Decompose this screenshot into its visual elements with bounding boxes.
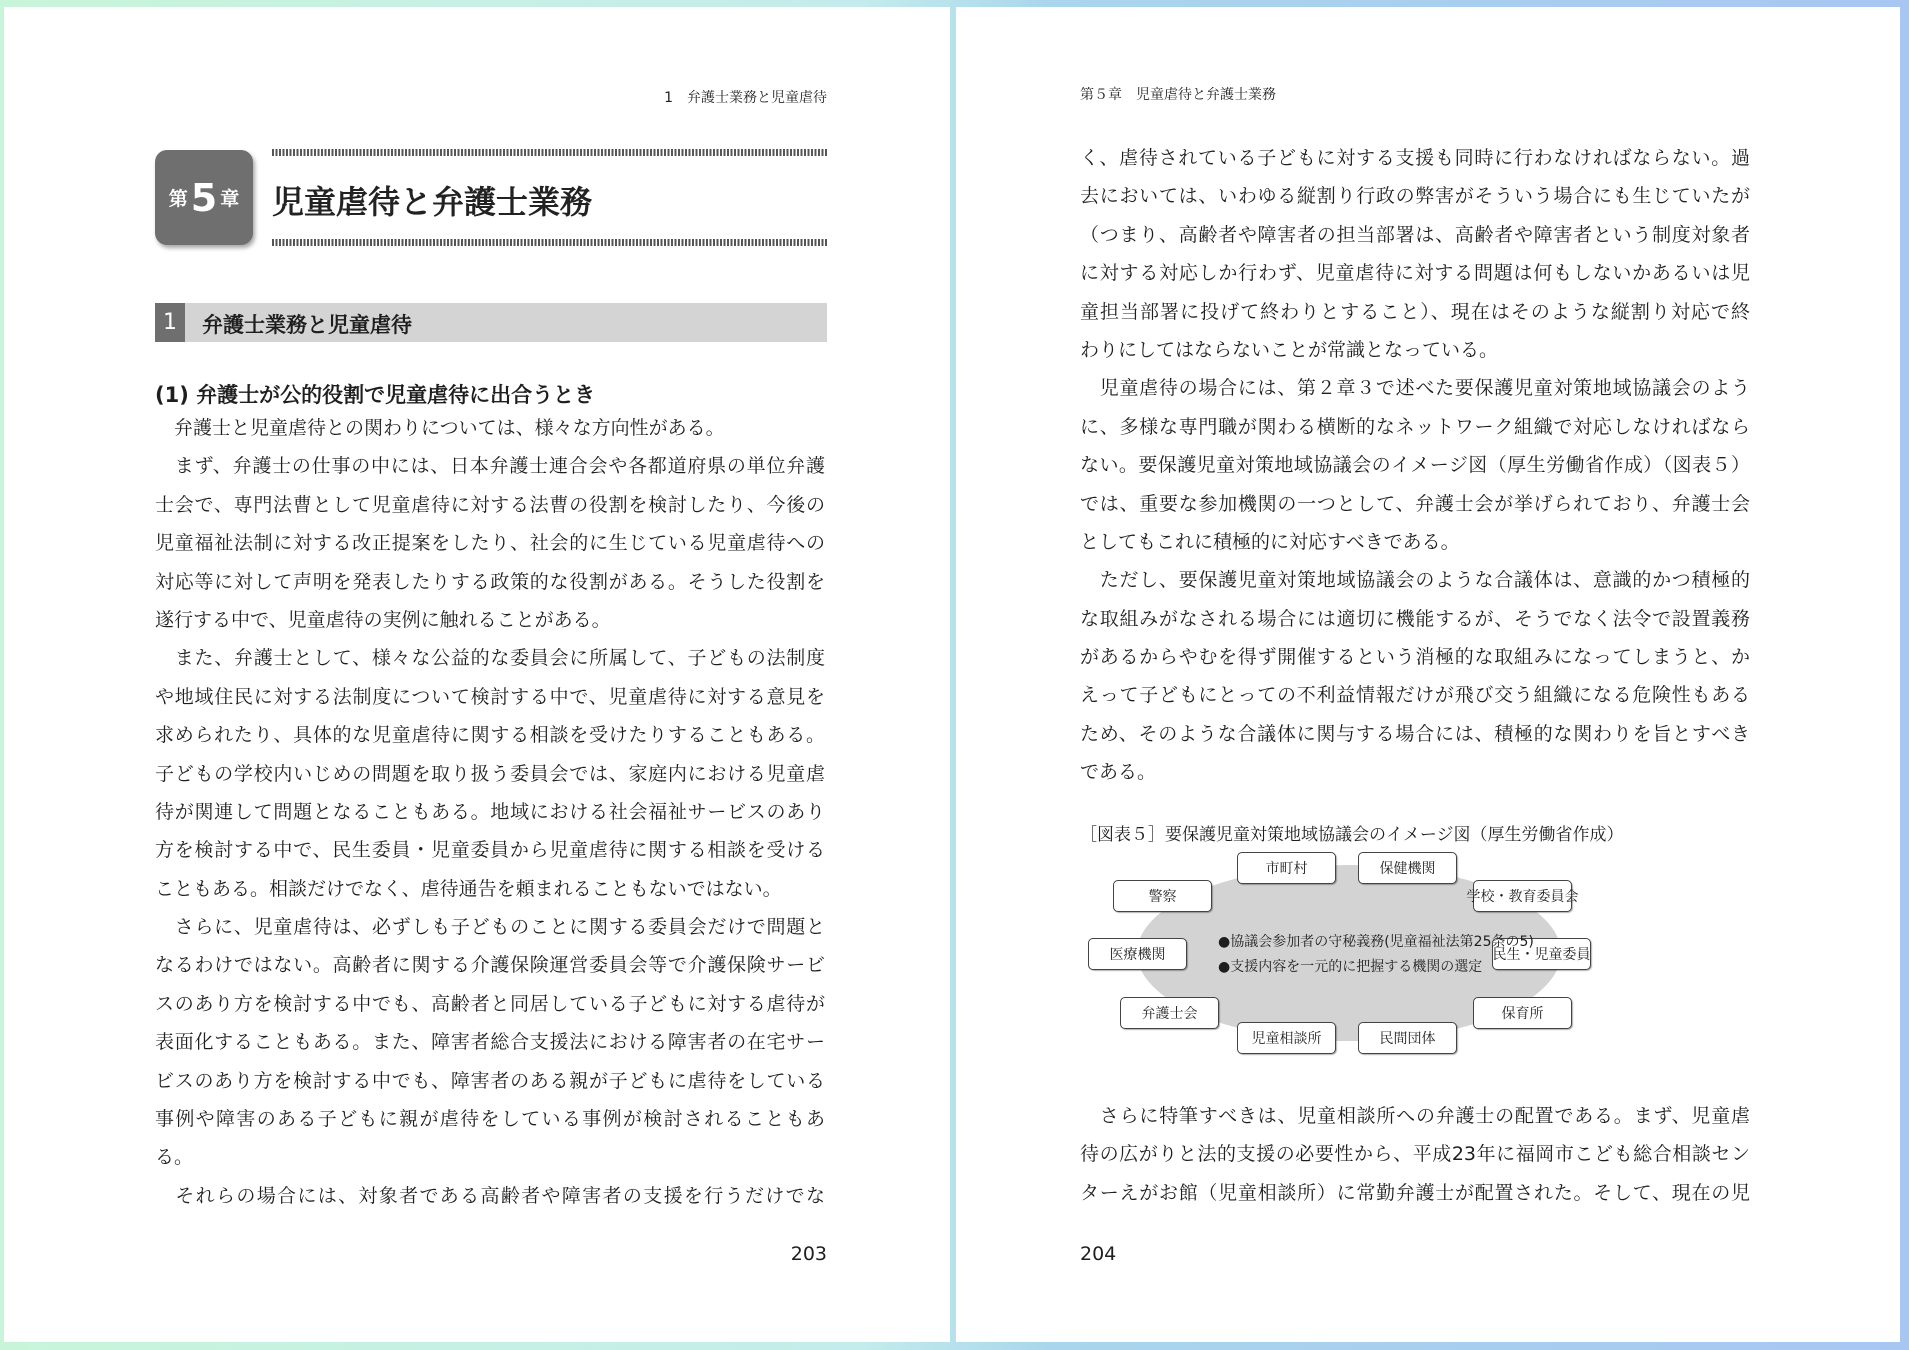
text-line: く、虐待されている子どもに対する支援も同時に行わなければならない。過 (1080, 147, 1750, 169)
text-line: （つまり、高齢者や障害者の担当部署は、高齢者や障害者という制度対象者 (1080, 223, 1750, 246)
org-box: 市町村 (1237, 852, 1336, 884)
text-line: 遂行する中で、児童虐待の実例に触れることがある。 (155, 608, 611, 631)
text-line: る。 (155, 1146, 194, 1169)
text-line: スのあり方を検討する中でも、高齢者と同居している子どもに対する虐待が (155, 992, 825, 1015)
title-rule-top (272, 149, 827, 156)
text-line: な取組みがなされる場合には適切に機能するが、そうでなく法令で設置義務 (1080, 607, 1750, 630)
chapter-prefix: 第 (168, 188, 188, 210)
running-header: 1 弁護士業務と児童虐待 (664, 90, 827, 106)
subheading: (1) 弁護士が公的役割で児童虐待に出合うとき (155, 383, 596, 407)
text-line: や地域住民に対する法制度について検討する中で、児童虐待に対する意見を (155, 685, 825, 708)
text-line: 対応等に対して声明を発表したりする政策的な役割がある。そうした役割を (155, 570, 825, 593)
org-box: 弁護士会 (1120, 997, 1219, 1029)
text-line: 子どもの学校内いじめの問題を取り扱う委員会では、家庭内における児童虐 (155, 762, 825, 785)
text-line: 方を検討する中で、民生委員・児童委員から児童虐待に関する相談を受ける (155, 839, 825, 862)
chapter-number: 5 (190, 175, 218, 220)
text-line: ない。要保護児童対策地域協議会のイメージ図（厚生労働省作成）（図表５） (1080, 454, 1750, 477)
text-line: では、重要な参加機関の一つとして、弁護士会が挙げられており、弁護士会 (1080, 492, 1750, 515)
text-line: としてもこれに積極的に対応すべきである。 (1080, 530, 1460, 553)
text-line: なるわけではない。高齢者に関する介護保険運営委員会等で介護保険サービ (155, 954, 825, 977)
section-number: 1 (155, 303, 185, 342)
text-line: 表面化することもある。また、障害者総合支援法における障害者の在宅サー (155, 1031, 825, 1054)
text-line: さらに、児童虐待は、必ずしも子どものことに関する委員会だけで問題と (155, 916, 825, 939)
text-line: 求められたり、具体的な児童虐待に関する相談を受けたりすることもある。 (155, 724, 825, 747)
page-number: 203 (790, 1243, 827, 1265)
text-line: 待の広がりと法的支援の必要性から、平成23年に福岡市こども総合相談セン (1080, 1143, 1750, 1166)
text-line: それらの場合には、対象者である高齢者や障害者の支援を行うだけでな (155, 1184, 825, 1207)
text-line: 児童虐待の場合には、第２章３で述べた要保護児童対策地域協議会のよう (1080, 377, 1750, 400)
chapter-suffix: 章 (220, 188, 240, 210)
left-page-203 (4, 7, 950, 1342)
org-box: 警察 (1113, 880, 1212, 912)
text-line: わりにしてはならないことが常識となっている。 (1080, 338, 1499, 361)
text-line: 士会で、専門法曹として児童虐待に対する法曹の役割を検討したり、今後の (155, 493, 825, 516)
text-line: さらに特筆すべきは、児童相談所への弁護士の配置である。まず、児童虐 (1080, 1105, 1750, 1127)
text-line: えって子どもにとっての不利益情報だけが飛び交う組織になる危険性もある (1080, 684, 1750, 707)
text-line: 去においては、いわゆる縦割り行政の弊害がそういう場合にも生じていたが (1080, 185, 1750, 208)
text-line: また、弁護士として、様々な公益的な委員会に所属して、子どもの法制度 (155, 647, 825, 670)
text-line: 事例や障害のある子どもに親が虐待をしている事例が検討されることもあ (155, 1108, 825, 1131)
text-line: に対する対応しか行わず、児童虐待に対する問題は何もしないかあるいは児 (1080, 262, 1750, 285)
body-text (155, 409, 825, 1215)
body-text-bottom (1080, 1097, 1750, 1212)
org-box: 民間団体 (1358, 1022, 1457, 1054)
figure-bullet: ●協議会参加者の守秘義務(児童福祉法第25条の5) (1218, 934, 1534, 950)
text-line: である。 (1080, 761, 1157, 784)
text-line: ビスのあり方を検討する中でも、障害者のある親が子どもに虐待をしている (155, 1069, 825, 1092)
text-line: 弁護士と児童虐待との関わりについては、様々な方向性がある。 (155, 417, 725, 439)
right-page-204 (956, 7, 1900, 1342)
text-line: ただし、要保護児童対策地域協議会のような合議体は、意識的かつ積極的 (1080, 569, 1750, 592)
page-number: 204 (1080, 1243, 1117, 1265)
org-box: 児童相談所 (1237, 1022, 1336, 1054)
chapter-title: 児童虐待と弁護士業務 (272, 183, 593, 221)
org-box: 学校・教育委員会 (1473, 880, 1572, 912)
text-line: こともある。相談だけでなく、虐待通告を頼まれることもないではない。 (155, 877, 782, 900)
section-title: 弁護士業務と児童虐待 (202, 313, 412, 337)
text-line: 待が関連して問題となることもある。地域における社会福祉サービスのあり (155, 800, 825, 823)
text-line: ターえがお館（児童相談所）に常勤弁護士が配置された。そして、現在の児 (1080, 1181, 1750, 1204)
figure-caption: ［図表５］要保護児童対策地域協議会のイメージ図（厚生労働省作成） (1080, 825, 1624, 845)
text-line: があるからやむを得ず開催するという消極的な取組みになってしまうと、か (1080, 646, 1750, 669)
text-line: に、多様な専門職が関わる横断的なネットワーク組織で対応しなければなら (1080, 415, 1750, 438)
text-line: 童担当部署に投げて終わりとすること）、現在はそのような縦割り対応で終 (1080, 300, 1750, 323)
body-text-top (1080, 139, 1750, 792)
text-line: まず、弁護士の仕事の中には、日本弁護士連合会や各都道府県の単位弁護 (155, 455, 825, 478)
running-header: 第５章 児童虐待と弁護士業務 (1080, 87, 1276, 103)
org-box: 民生・児童委員 (1492, 938, 1591, 970)
org-box: 保育所 (1473, 997, 1572, 1029)
chapter-badge (155, 150, 253, 245)
title-rule-bottom (272, 239, 827, 246)
org-box: 医療機関 (1088, 938, 1187, 970)
figure-bullet: ●支援内容を一元的に把握する機関の選定 (1218, 959, 1483, 975)
org-box: 保健機関 (1358, 852, 1457, 884)
text-line: 児童福祉法制に対する改正提案をしたり、社会的に生じている児童虐待への (155, 532, 825, 555)
text-line: ため、そのような合議体に関与する場合には、積極的な関わりを旨とすべき (1080, 722, 1750, 745)
